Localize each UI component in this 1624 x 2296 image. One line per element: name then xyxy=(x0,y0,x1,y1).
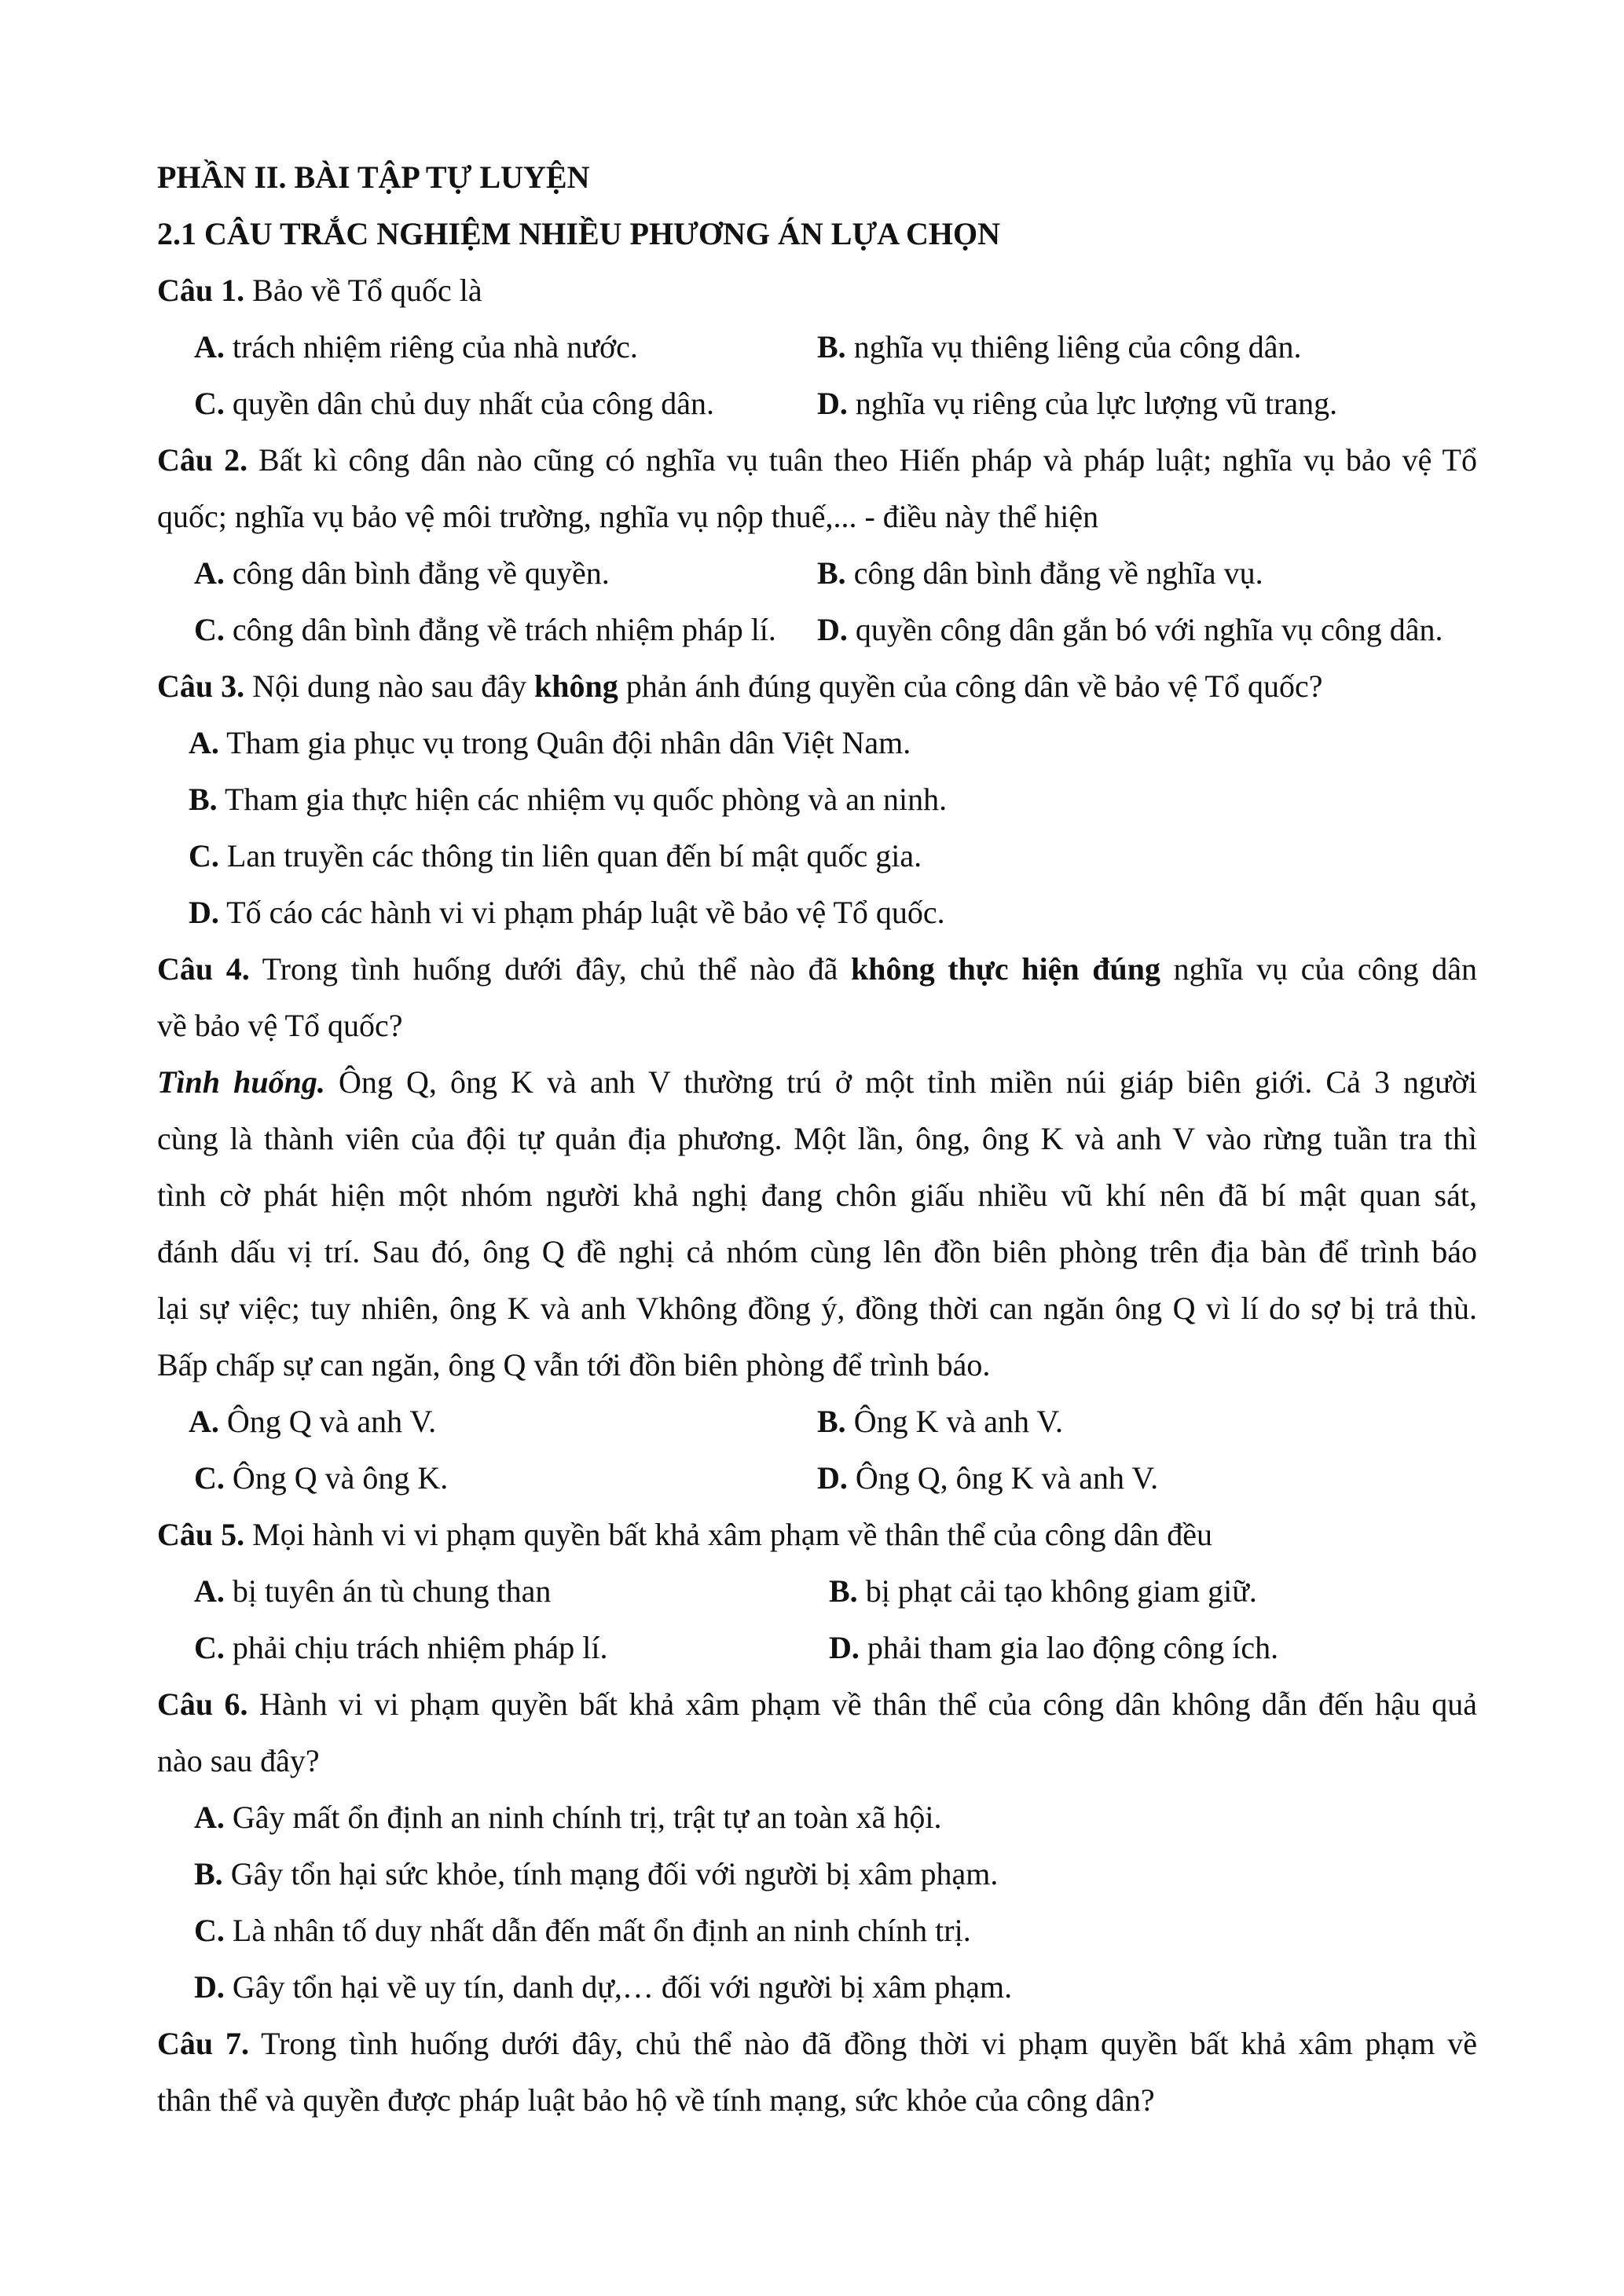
option-c xyxy=(194,1450,448,1507)
option-text: Gây tổn hại sức khỏe, tính mạng đối với người bị xâm phạm. xyxy=(222,1856,999,1891)
question-3 xyxy=(157,658,1477,715)
question-text-continued: về bảo vệ Tổ quốc? xyxy=(157,1008,403,1043)
option-text: trách nhiệm riêng của nhà nước. xyxy=(224,329,638,364)
question-7 xyxy=(157,2016,1477,2072)
question-text-continued: quốc; nghĩa vụ bảo vệ môi trường, nghĩa vụ nộp thuế,... - điều này thể hiện xyxy=(157,499,1099,534)
option-letter: C. xyxy=(189,838,219,873)
option-letter: A. xyxy=(194,329,225,364)
question-text: Trong tình huống dưới đây, chủ thể nào đã đồng thời vi phạm quyền bất khả xâm phạm về xyxy=(248,2026,1477,2061)
option-a xyxy=(157,715,1477,771)
question-text: Hành vi vi phạm quyền bất khả xâm phạm về thân thể của công dân không dẫn đến hậu quả xyxy=(247,1686,1477,1722)
option-text: phải chịu trách nhiệm pháp lí. xyxy=(224,1630,608,1665)
option-letter: A. xyxy=(194,1573,225,1609)
option-b xyxy=(817,1393,1063,1450)
options-row xyxy=(157,1450,1477,1507)
options-row xyxy=(157,1563,1477,1620)
option-letter: C. xyxy=(194,1913,225,1948)
situation-text: Bấp chấp sự can ngăn, ông Q vẫn tới đồn biên phòng để trình báo. xyxy=(157,1347,991,1382)
option-text: Gây mất ổn định an ninh chính trị, trật tự an toàn xã hội. xyxy=(224,1800,942,1835)
option-letter: B. xyxy=(194,1856,223,1891)
option-c xyxy=(157,828,1477,884)
question-number: Câu 6. xyxy=(157,1686,248,1722)
option-d xyxy=(817,602,1443,658)
options-row xyxy=(157,375,1477,432)
option-letter: B. xyxy=(817,1404,846,1439)
option-letter: D. xyxy=(194,1969,225,2005)
option-a xyxy=(194,1563,551,1620)
section-title: PHẦN II. BÀI TẬP TỰ LUYỆN xyxy=(157,159,590,195)
question-text: nghĩa vụ của công dân xyxy=(1160,951,1477,987)
document-page xyxy=(157,149,1477,2129)
situation-text: đánh dấu vị trí. Sau đó, ông Q đề nghị cả nhóm cùng lên đồn biên phòng trên địa bàn để trình báo xyxy=(157,1234,1477,1269)
situation-text: Ông Q, ông K và anh V thường trú ở một tỉnh miền núi giáp biên giới. Cả 3 người xyxy=(324,1064,1477,1100)
option-letter: C. xyxy=(194,1460,225,1496)
option-d xyxy=(157,884,1477,941)
option-d xyxy=(157,1959,1477,2016)
option-letter: C. xyxy=(194,1630,225,1665)
option-b xyxy=(157,771,1477,828)
question-2 xyxy=(157,432,1477,489)
option-text: Gây tổn hại về uy tín, danh dự,… đối với người bị xâm phạm. xyxy=(224,1969,1013,2005)
option-c xyxy=(157,1902,1477,1959)
options-row xyxy=(157,602,1477,658)
option-letter: D. xyxy=(189,895,219,930)
situation-line xyxy=(157,1167,1477,1224)
option-letter: A. xyxy=(189,1404,219,1439)
question-text-continued: thân thể và quyền được pháp luật bảo hộ về tính mạng, sức khỏe của công dân? xyxy=(157,2082,1155,2118)
option-b xyxy=(817,545,1263,602)
question-number: Câu 7. xyxy=(157,2026,249,2061)
question-number: Câu 5. xyxy=(157,1517,245,1552)
option-letter: B. xyxy=(189,782,218,817)
option-letter: B. xyxy=(829,1573,858,1609)
situation-line xyxy=(157,1054,1477,1111)
option-text: phải tham gia lao động công ích. xyxy=(859,1630,1279,1665)
option-text: Tham gia thực hiện các nhiệm vụ quốc phòng và an ninh. xyxy=(217,782,948,817)
option-text: công dân bình đẳng về trách nhiệm pháp lí. xyxy=(224,612,776,647)
option-text: Là nhân tố duy nhất dẫn đến mất ổn định an ninh chính trị. xyxy=(224,1913,971,1948)
option-letter: D. xyxy=(817,1460,848,1496)
option-text: Ông Q, ông K và anh V. xyxy=(847,1460,1159,1496)
option-b xyxy=(829,1563,1257,1620)
question-text: Bảo về Tổ quốc là xyxy=(244,273,482,308)
option-letter: D. xyxy=(817,612,848,647)
option-text: bị phạt cải tạo không giam giữ. xyxy=(857,1573,1257,1609)
option-text: Lan truyền các thông tin liên quan đến bí mật quốc gia. xyxy=(218,838,922,873)
situation-line xyxy=(157,1111,1477,1167)
option-b xyxy=(817,319,1302,375)
option-d xyxy=(829,1620,1278,1676)
question-number: Câu 3. xyxy=(157,668,245,704)
option-letter: A. xyxy=(189,725,219,760)
question-5 xyxy=(157,1507,1477,1563)
option-text: bị tuyên án tù chung than xyxy=(224,1573,552,1609)
option-a xyxy=(157,1789,1477,1846)
options-row xyxy=(157,1620,1477,1676)
option-text: Tham gia phục vụ trong Quân đội nhân dân Việt Nam. xyxy=(218,725,911,760)
question-text: Mọi hành vi vi phạm quyền bất khả xâm phạm về thân thể của công dân đều xyxy=(244,1517,1213,1552)
question-1 xyxy=(157,262,1477,319)
option-letter: A. xyxy=(194,555,225,591)
options-row xyxy=(157,319,1477,375)
option-text: Ông Q và anh V. xyxy=(218,1404,437,1439)
question-text-continued: nào sau đây? xyxy=(157,1743,320,1778)
option-c xyxy=(194,1620,608,1676)
option-letter: D. xyxy=(817,386,848,421)
option-letter: B. xyxy=(817,329,846,364)
option-text: quyền dân chủ duy nhất của công dân. xyxy=(224,386,715,421)
option-text: Tố cáo các hành vi vi phạm pháp luật về bảo vệ Tổ quốc. xyxy=(218,895,945,930)
situation-text: lại sự việc; tuy nhiên, ông K và anh Vkhông đồng ý, đồng thời can ngăn ông Q vì lí do sợ bị trả thù. xyxy=(157,1291,1477,1326)
situation-line xyxy=(157,1224,1477,1280)
question-number: Câu 4. xyxy=(157,951,250,987)
option-a xyxy=(194,545,610,602)
situation-line xyxy=(157,1337,1477,1393)
option-c xyxy=(194,602,776,658)
situation-line xyxy=(157,1280,1477,1337)
options-row xyxy=(157,1393,1477,1450)
question-text: Nội dung nào sau đây xyxy=(244,668,534,704)
option-d xyxy=(817,1450,1158,1507)
question-text: phản ánh đúng quyền của công dân về bảo vệ Tổ quốc? xyxy=(618,668,1323,704)
emphasis-text: không xyxy=(533,668,618,704)
option-a xyxy=(189,1393,436,1450)
question-number: Câu 2. xyxy=(157,442,248,478)
option-letter: D. xyxy=(829,1630,860,1665)
subsection-title: 2.1 CÂU TRẮC NGHIỆM NHIỀU PHƯƠNG ÁN LỰA CHỌN xyxy=(157,216,1000,251)
option-letter: C. xyxy=(194,386,225,421)
option-letter: A. xyxy=(194,1800,225,1835)
option-text: công dân bình đẳng về nghĩa vụ. xyxy=(845,555,1263,591)
emphasis-text: không thực hiện đúng xyxy=(851,951,1161,987)
option-a xyxy=(194,319,638,375)
question-4 xyxy=(157,941,1477,998)
question-text: Trong tình huống dưới đây, chủ thể nào đã xyxy=(249,951,851,987)
option-b xyxy=(157,1846,1477,1902)
situation-text: cùng là thành viên của đội tự quản địa phương. Một lần, ông, ông K và anh V vào rừng tuần tra thì xyxy=(157,1121,1477,1156)
option-text: nghĩa vụ thiêng liêng của công dân. xyxy=(845,329,1302,364)
option-letter: B. xyxy=(817,555,846,591)
option-text: công dân bình đẳng về quyền. xyxy=(224,555,610,591)
situation-text: tình cờ phát hiện một nhóm người khả nghị đang chôn giấu nhiều vũ khí nên đã bí mật quan sát, xyxy=(157,1177,1477,1213)
question-6 xyxy=(157,1676,1477,1733)
option-letter: C. xyxy=(194,612,225,647)
question-number: Câu 1. xyxy=(157,273,245,308)
option-c xyxy=(194,375,714,432)
option-text: nghĩa vụ riêng của lực lượng vũ trang. xyxy=(847,386,1338,421)
situation-label: Tình huống. xyxy=(157,1064,325,1100)
option-text: quyền công dân gắn bó với nghĩa vụ công dân. xyxy=(847,612,1443,647)
options-row xyxy=(157,545,1477,602)
option-text: Ông Q và ông K. xyxy=(224,1460,449,1496)
option-text: Ông K và anh V. xyxy=(845,1404,1063,1439)
question-text: Bất kì công dân nào cũng có nghĩa vụ tuân theo Hiến pháp và pháp luật; nghĩa vụ bảo vệ Tổ xyxy=(247,442,1477,478)
option-d xyxy=(817,375,1337,432)
